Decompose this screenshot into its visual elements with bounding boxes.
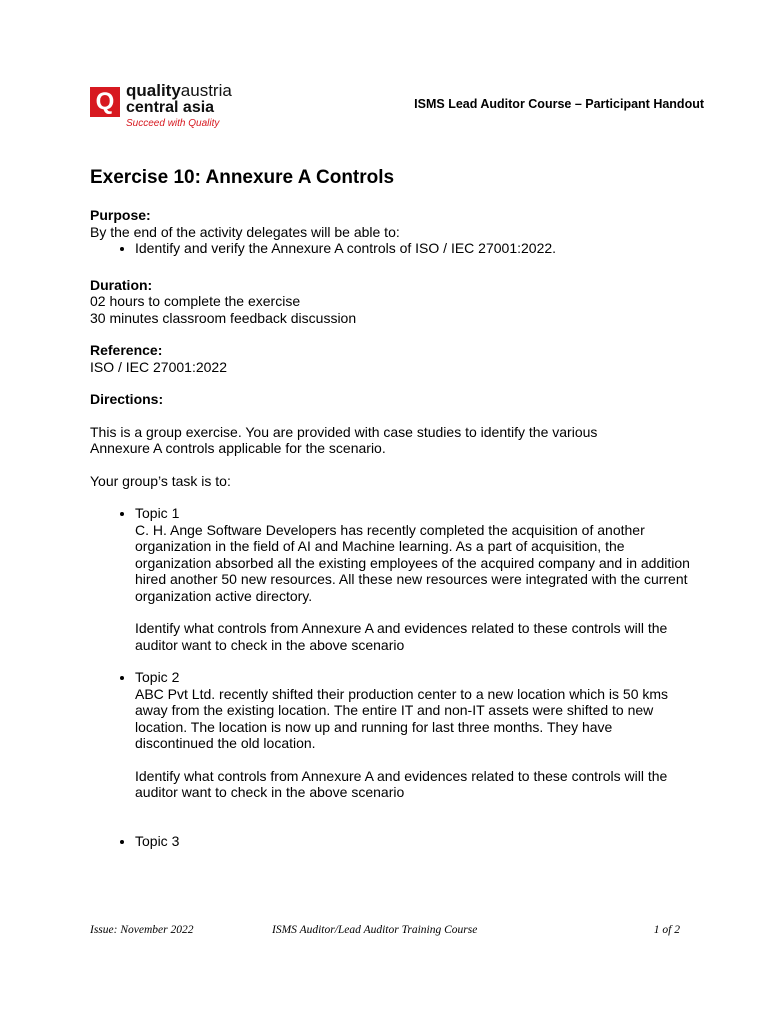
logo-brand-light: austria bbox=[180, 81, 232, 100]
topic-title: • Topic 1 bbox=[135, 505, 180, 521]
topic-item bbox=[135, 833, 690, 850]
footer-issue: Issue: November 2022 bbox=[90, 924, 194, 936]
topic-list bbox=[90, 505, 690, 849]
topic-text: ABC Pvt Ltd. recently shifted their production center to a new location which is 50 kms away from the existing location. The entire IT and non-IT assets were shifted to new location. The location is now up and running for last three months. They have discontinued the old location. bbox=[135, 685, 669, 751]
purpose-text: By the end of the activity delegates will be able to: bbox=[90, 223, 400, 240]
logo-letter: Q bbox=[95, 88, 115, 115]
topic-title: • Topic 3 bbox=[135, 832, 180, 849]
purpose-bullet: • Identify and verify the Annexure A controls of ISO / IEC 27001:2022. bbox=[135, 240, 690, 257]
topic-item bbox=[135, 669, 690, 833]
topic-item bbox=[135, 505, 690, 669]
footer-course: ISMS Auditor/Lead Auditor Training Course bbox=[272, 924, 478, 936]
directions-text: This is a group exercise. You are provided with case studies to identify the various Annexure A controls applicable for the scenario. bbox=[90, 423, 598, 456]
task-intro: Your group’s task is to: bbox=[90, 472, 231, 489]
directions-label: Directions: bbox=[90, 391, 164, 407]
logo-brand-bold: quality bbox=[126, 81, 181, 100]
logo-brand bbox=[126, 82, 232, 100]
page-title: Exercise 10: Annexure A Controls bbox=[90, 167, 395, 188]
topic-question: Identify what controls from Annexure A and evidences related to these controls will the auditor want to check in the above scenario bbox=[135, 767, 668, 800]
company-logo bbox=[90, 87, 120, 117]
purpose-list bbox=[90, 240, 690, 257]
footer-page-number: 1 of 2 bbox=[653, 924, 680, 936]
reference-text: ISO / IEC 27001:2022 bbox=[90, 358, 227, 375]
topic-question: Identify what controls from Annexure A and evidences related to these controls will the auditor want to check in the above scenario bbox=[135, 620, 668, 653]
topic-text: C. H. Ange Software Developers has recently completed the acquisition of another organization in the field of AI and Machine learning. As a part of acquisition, the organization absorbed all the existing employees of the acquired company and in addition hired another 50 new resources. All these new resources were integrated with the current organization active directory. bbox=[135, 521, 690, 604]
purpose-label: Purpose: bbox=[90, 207, 151, 223]
handout-title: ISMS Lead Auditor Course – Participant Handout bbox=[414, 97, 704, 111]
logo-slogan: Succeed with Quality bbox=[126, 118, 220, 129]
page-header bbox=[90, 81, 710, 134]
logo-region: central asia bbox=[126, 99, 215, 116]
duration-line-1: 02 hours to complete the exercise bbox=[90, 293, 301, 309]
reference-label: Reference: bbox=[90, 342, 163, 358]
duration-line-2: 30 minutes classroom feedback discussion bbox=[90, 309, 357, 326]
document-body bbox=[90, 166, 690, 849]
duration-label: Duration: bbox=[90, 276, 153, 293]
topic-title: • Topic 2 bbox=[135, 669, 180, 685]
